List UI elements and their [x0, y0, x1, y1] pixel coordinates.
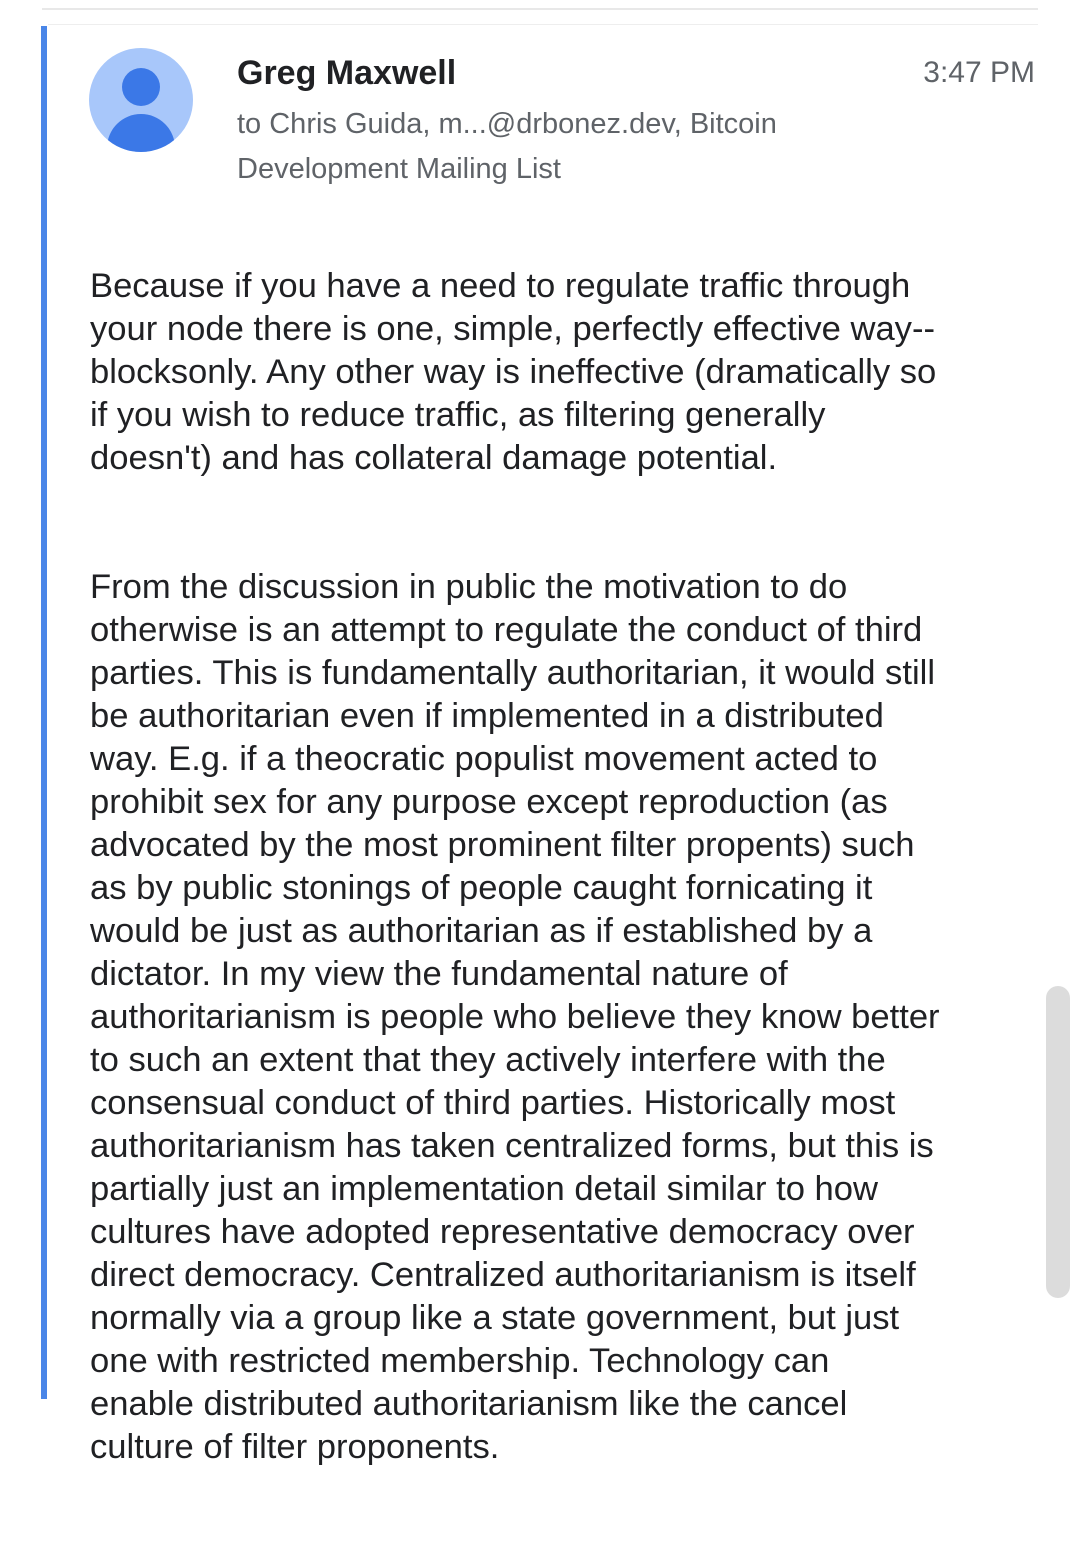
message-time: 3:47 PM: [923, 56, 1035, 89]
message-divider: [48, 24, 1038, 25]
top-divider: [42, 8, 1038, 10]
person-icon-body: [107, 114, 175, 152]
sender-avatar[interactable]: [89, 48, 193, 152]
quote-bar: [41, 26, 47, 1399]
body-paragraph-2: From the discussion in public the motivation to do otherwise is an attempt to regulate the conduct of third parties. This is fundamentally authoritarian, it would still be authoritarian even if implemented in a distributed way. E.g. if a theocratic populist movement acted to prohibit sex for any purpose except reproduction (as advocated by the most prominent filter propents) such as by public stonings of people caught fornicating it would be just as authoritarian as if established by a dictator. In my view the fundamental nature of authoritarianism is people who believe they know better to such an extent that they actively interfere with the consensual conduct of third parties. Historically most authoritarianism has taken centralized forms, but this is partially just an implementation detail similar to how cultures have adopted representative democracy over direct democracy. Centralized authoritarianism is itself normally via a group like a state government, but just one with restricted membership. Technology can enable distributed authoritarianism like the cancel culture of filter proponents.: [90, 568, 940, 1466]
person-icon-head: [122, 68, 160, 106]
sender-name[interactable]: Greg Maxwell: [237, 54, 457, 92]
body-paragraph-1: Because if you have a need to regulate traffic through your node there is one, simple, perfectly effective way-- blocksonly. Any other way is ineffective (dramatically so if you wish to reduce traffic, as filtering generally doesn't) and has collateral damage potential.: [90, 267, 937, 477]
recipients-line[interactable]: to Chris Guida, m...@drbonez.dev, Bitcoin Development Mailing List: [237, 108, 777, 185]
message-body: [90, 222, 1035, 1555]
scrollbar-thumb[interactable]: [1046, 986, 1070, 1298]
